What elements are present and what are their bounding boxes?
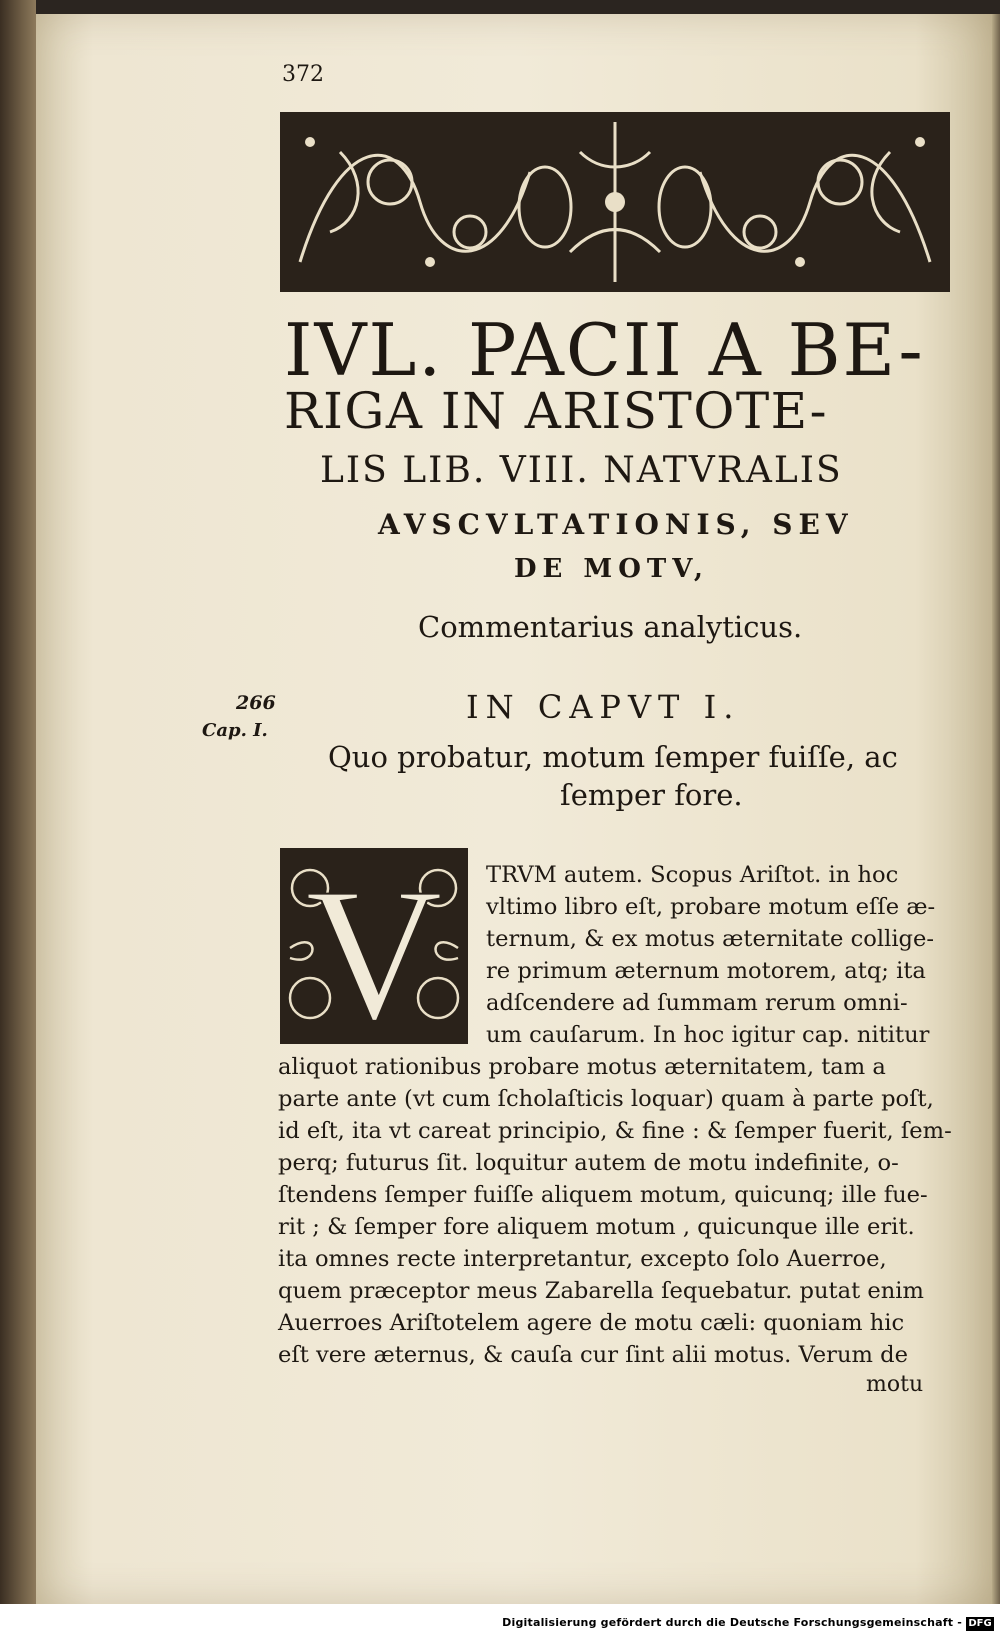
body-line: ſtendens ſemper fuiſſe aliquem motum, quicunq; ille fue- (278, 1182, 928, 1208)
body-line: adſcendere ad ſummam rerum omni- (486, 990, 908, 1016)
drop-cap-letter: V (305, 850, 443, 1044)
body-line: perq; futurus ſit. loquitur autem de motu indefinite, o- (278, 1150, 899, 1176)
digitization-footer (0, 1604, 1000, 1638)
chapter-heading: IN CAPVT I. (466, 688, 741, 726)
body-line: parte ante (vt cum ſcholaſticis loquar) quam à parte poſt, (278, 1086, 934, 1112)
body-line: quem præceptor meus Zabarella ſequebatur. putat enim (278, 1278, 924, 1304)
title-line-2: RIGA IN ARISTOTE- (284, 382, 829, 440)
title-line-1: IVL. PACII A BE- (284, 308, 925, 392)
body-line: aliquot rationibus probare motus æternitatem, tam a (278, 1054, 886, 1080)
body-line: TRVM autem. Scopus Ariſtot. in hoc (486, 862, 899, 888)
ornamental-headpiece (280, 112, 950, 292)
book-spine (0, 0, 36, 1610)
catchword: motu (866, 1372, 924, 1397)
body-line: ita omnes recte interpretantur, excepto ſolo Auerroe, (278, 1246, 887, 1272)
page-number: 372 (282, 62, 324, 87)
chapter-summary-line-1: Quo probatur, motum ſemper fuiſſe, ac (328, 740, 898, 774)
marginal-number: 266 (236, 692, 276, 714)
dfg-logo: DFG (966, 1617, 994, 1631)
body-line: vltimo libro eſt, probare motum eſſe æ- (486, 894, 936, 920)
chapter-summary-line-2: ſemper fore. (560, 778, 743, 812)
body-line: um cauſarum. In hoc igitur cap. nititur (486, 1022, 930, 1048)
title-line-4: AVSCVLTATIONIS, SEV (378, 508, 854, 541)
body-line: ternum, & ex motus æternitate collige- (486, 926, 935, 952)
body-line: id eſt, ita vt careat principio, & fine : & ſemper fuerit, ſem- (278, 1118, 952, 1144)
decorated-initial (280, 848, 468, 1044)
body-line: re primum æternum motorem, atq; ita (486, 958, 926, 984)
title-line-5: DE MOTV, (514, 554, 709, 584)
footer-credit: Digitalisierung gefördert durch die Deutsche Forschungsgemeinschaft - (502, 1616, 962, 1629)
body-line: Auerroes Ariſtotelem agere de motu cæli: quoniam hic (278, 1310, 905, 1336)
body-line: eſt vere æternus, & cauſa cur ſint alii motus. Verum de (278, 1342, 908, 1368)
body-line: rit ; & ſemper fore aliquem motum , quicunque ille erit. (278, 1214, 915, 1240)
title-line-3: LIS LIB. VIII. NATVRALIS (320, 450, 843, 491)
page-edge (992, 14, 1000, 1604)
title-subtitle: Commentarius analyticus. (418, 610, 803, 644)
marginal-chapter-ref: Cap. I. (202, 720, 268, 741)
